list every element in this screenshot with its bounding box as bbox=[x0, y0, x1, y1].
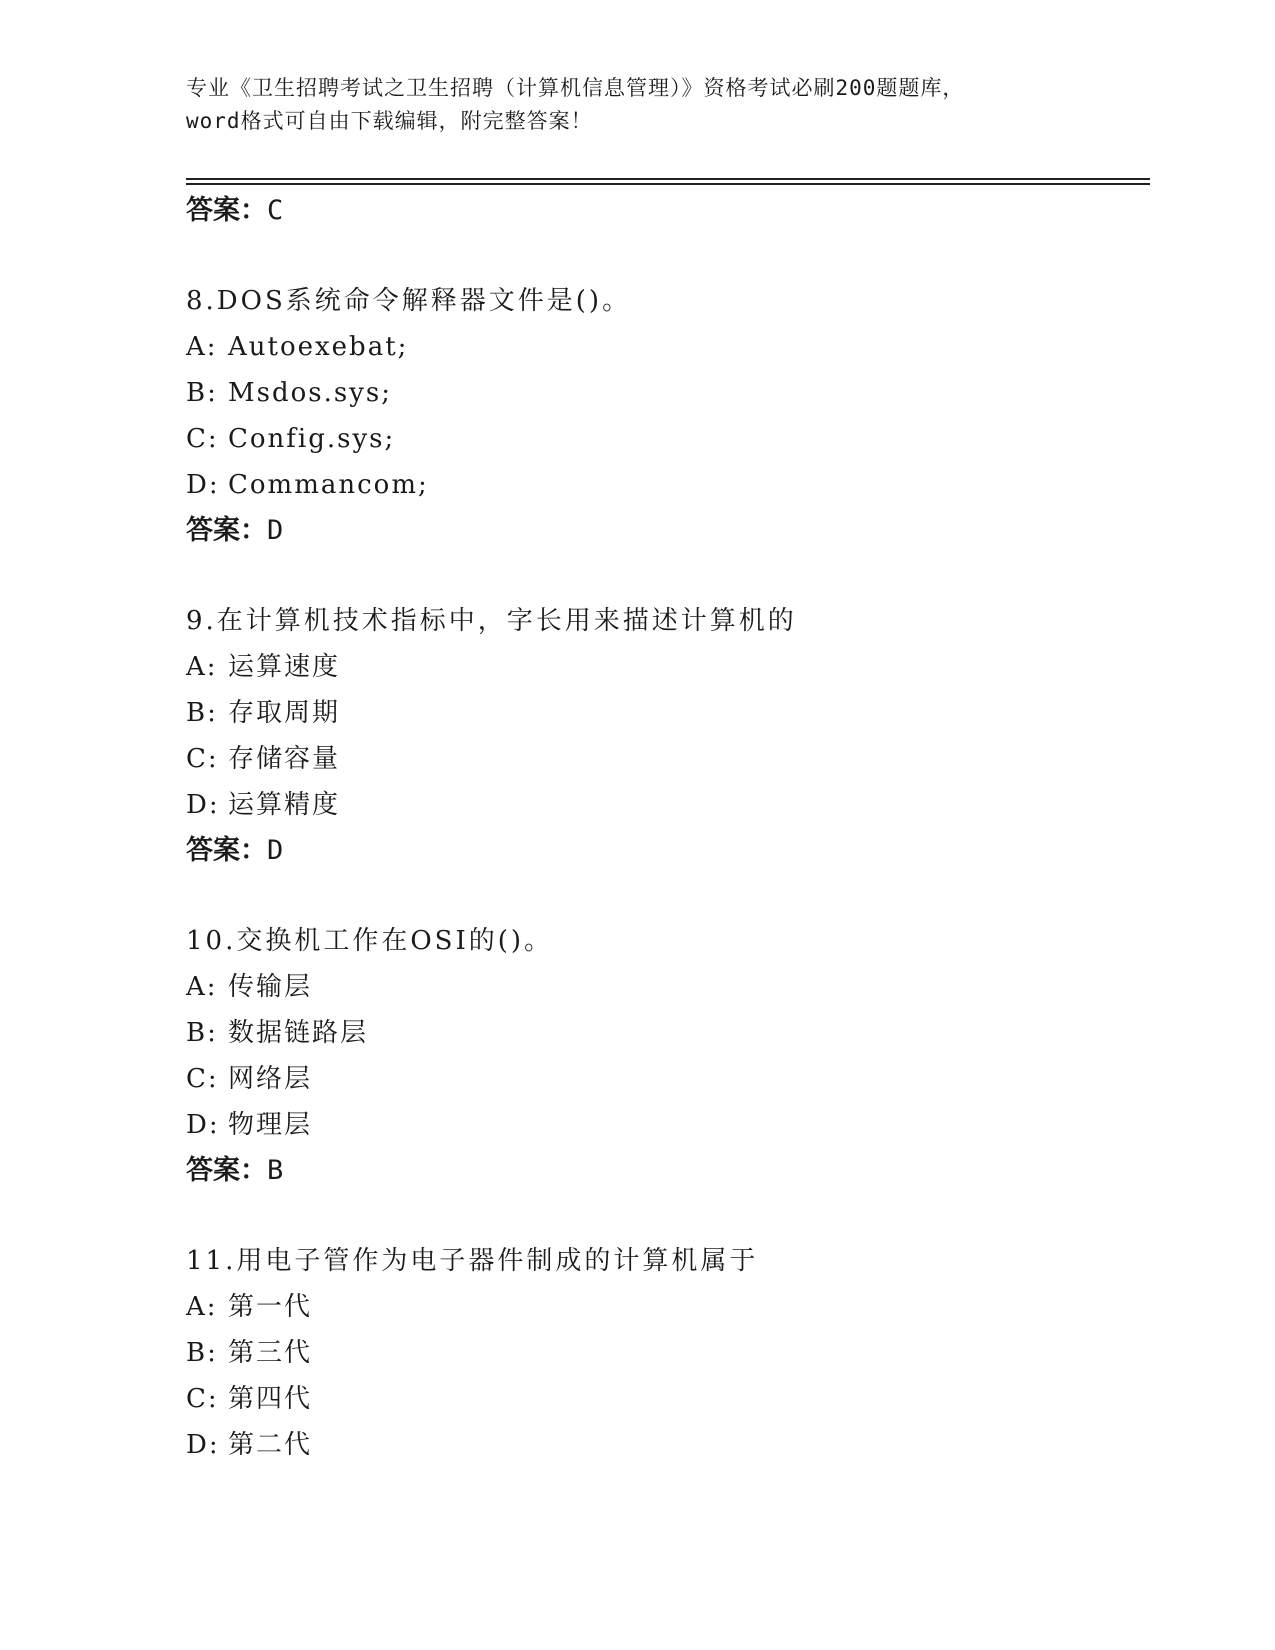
option-letter: C: bbox=[186, 744, 219, 774]
option-letter: B: bbox=[186, 378, 218, 408]
header-line-2: word格式可自由下载编辑，附完整答案！ bbox=[186, 109, 593, 133]
answer-line bbox=[186, 508, 1146, 554]
option-text: Commancom; bbox=[228, 470, 429, 500]
option-a bbox=[186, 1284, 1146, 1330]
answer-value: C bbox=[267, 195, 284, 226]
option-text: 运算速度 bbox=[228, 652, 341, 682]
header-line-1: 专业《卫生招聘考试之卫生招聘（计算机信息管理）》资格考试必刷200题题库， bbox=[186, 76, 965, 100]
answer-label: 答案： bbox=[186, 835, 267, 866]
document-header bbox=[186, 72, 1086, 138]
answer-line bbox=[186, 828, 1146, 874]
option-text: 第二代 bbox=[228, 1430, 313, 1460]
option-text: 网络层 bbox=[228, 1064, 313, 1094]
option-b bbox=[186, 690, 1146, 736]
option-text: 第三代 bbox=[228, 1338, 313, 1368]
option-d bbox=[186, 462, 1146, 508]
question-text: 9.在计算机技术指标中，字长用来描述计算机的 bbox=[186, 606, 797, 636]
option-letter: D: bbox=[186, 790, 220, 820]
option-text: 物理层 bbox=[228, 1110, 313, 1140]
option-text: Autoexebat; bbox=[228, 332, 409, 362]
question-list bbox=[186, 188, 1146, 1468]
answer-value: B bbox=[267, 1155, 284, 1186]
option-b bbox=[186, 1010, 1146, 1056]
answer-line bbox=[186, 188, 1146, 234]
option-text: 数据链路层 bbox=[228, 1018, 369, 1048]
option-d bbox=[186, 1102, 1146, 1148]
option-letter: A: bbox=[186, 972, 218, 1002]
option-text: 第一代 bbox=[228, 1292, 313, 1322]
option-letter: A: bbox=[186, 1292, 218, 1322]
answer-value: D bbox=[267, 515, 284, 546]
option-a bbox=[186, 964, 1146, 1010]
question-text: 11.用电子管作为电子器件制成的计算机属于 bbox=[186, 1246, 759, 1276]
option-b bbox=[186, 370, 1146, 416]
option-c bbox=[186, 736, 1146, 782]
option-letter: B: bbox=[186, 1018, 218, 1048]
option-letter: D: bbox=[186, 1430, 220, 1460]
option-d bbox=[186, 782, 1146, 828]
option-c bbox=[186, 1376, 1146, 1422]
option-letter: B: bbox=[186, 698, 218, 728]
option-text: 传输层 bbox=[228, 972, 313, 1002]
option-a bbox=[186, 644, 1146, 690]
option-d bbox=[186, 1422, 1146, 1468]
answer-label: 答案： bbox=[186, 515, 267, 546]
option-text: Msdos.sys; bbox=[228, 378, 393, 408]
option-c bbox=[186, 416, 1146, 462]
question-text: 8.DOS系统命令解释器文件是()。 bbox=[186, 286, 632, 316]
option-text: 运算精度 bbox=[228, 790, 341, 820]
option-letter: D: bbox=[186, 470, 220, 500]
option-text: 第四代 bbox=[228, 1384, 313, 1414]
answer-value: D bbox=[267, 835, 284, 866]
option-letter: C: bbox=[186, 424, 219, 454]
answer-label: 答案： bbox=[186, 195, 267, 226]
option-letter: B: bbox=[186, 1338, 218, 1368]
option-letter: A: bbox=[186, 652, 218, 682]
option-c bbox=[186, 1056, 1146, 1102]
header-rule-bottom bbox=[186, 183, 1150, 185]
option-a bbox=[186, 324, 1146, 370]
option-letter: A: bbox=[186, 332, 218, 362]
option-letter: C: bbox=[186, 1064, 219, 1094]
question-text: 10.交换机工作在OSI的()。 bbox=[186, 926, 554, 956]
answer-label: 答案： bbox=[186, 1155, 267, 1186]
answer-line bbox=[186, 1148, 1146, 1194]
option-text: 存取周期 bbox=[228, 698, 341, 728]
option-text: Config.sys; bbox=[228, 424, 396, 454]
option-letter: C: bbox=[186, 1384, 219, 1414]
option-text: 存储容量 bbox=[228, 744, 341, 774]
option-letter: D: bbox=[186, 1110, 220, 1140]
header-rule-top bbox=[186, 178, 1150, 180]
option-b bbox=[186, 1330, 1146, 1376]
